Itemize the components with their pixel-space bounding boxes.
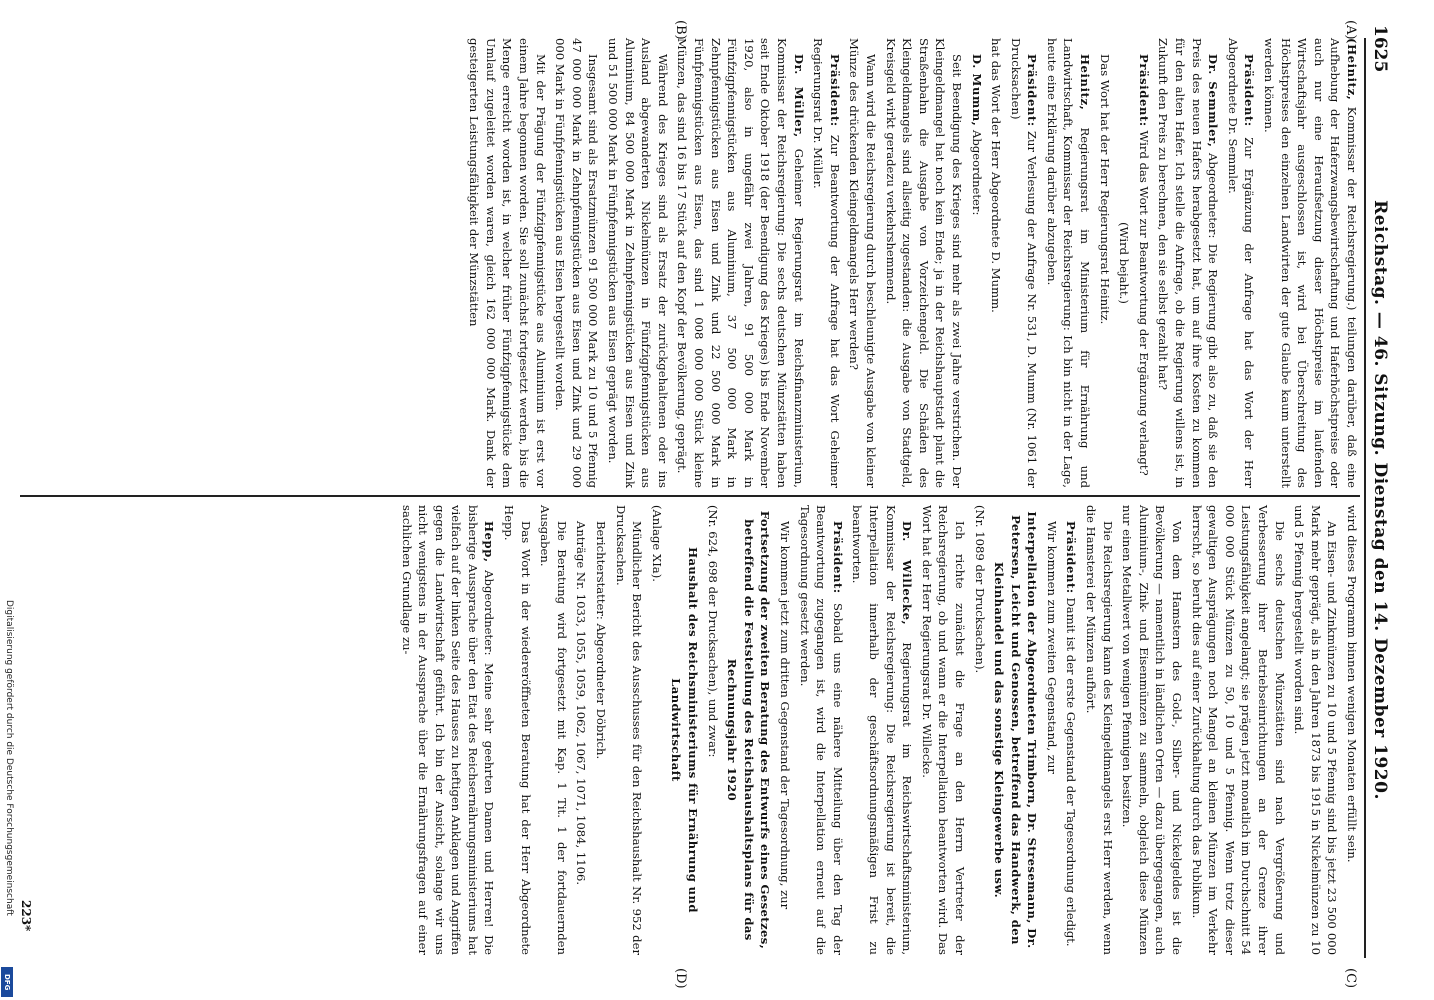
paragraph-text: Abgeordneter: Meine sehr geehrten Damen und Herren! Die bisherige Aussprache über den Etat des Reichsernährungsministeriums hat vielfach auf der linken Seite des Hauses zu heftigen Anklagen und Angriffen gegen die Landwirtschaft geführt. Ich bin der Ansicht, solange wir uns nicht wenigstens in der Aussprache über die Ernährungsfragen auf einer sachlichen Grundlage zu- bbox=[399, 505, 497, 955]
paragraph bbox=[537, 505, 570, 955]
paragraph bbox=[1135, 38, 1152, 488]
paragraph bbox=[1343, 505, 1360, 955]
paragraph-text: (Anlage XIa). bbox=[649, 505, 664, 582]
paragraph-text: Mit der Prägung der Fünfzigpfennigstücke aus Aluminium ist erst vor einem Jahre begonnen worden. Sie soll zunächst fortgesetzt werden, bis die Menge erreicht worden ist, in welcher früher Fünfzigpfennigstücke dem Umlauf zugeleitet worden waren, gleich 162 000 000 Mark. Dank der gesteigerten Leistungsfähigkeit der Münzstätten bbox=[467, 38, 548, 488]
left-column bbox=[463, 38, 1360, 488]
paragraph-text: Insgesamt sind als Ersatzmünzen 91 500 000 Mark zu 10 und 5 Pfennig 47 000 000 Mark in Zehnpfennigstücken aus Eisen und Zink und 29 000 000 Mark in Fünfpfennigstücken aus Eisen hergestellt worden. bbox=[553, 38, 601, 488]
digitization-note bbox=[0, 600, 14, 1000]
paragraph bbox=[674, 38, 807, 488]
page-title: Reichstag. — 46. Sitzung. Dienstag den 14. Dezember 1920. bbox=[1370, 200, 1390, 800]
paragraph bbox=[918, 505, 968, 955]
paragraph-text: Zur Verlesung der Anfrage Nr. 531, D. Mumm (Nr. 1061 der Drucksachen) bbox=[1008, 38, 1040, 489]
paragraph bbox=[1119, 505, 1185, 955]
paragraph bbox=[988, 38, 1005, 488]
speaker-name: Hepp, bbox=[482, 521, 497, 563]
speaker-name: Präsident: bbox=[1136, 54, 1151, 127]
paragraph-text: (Nr. 1089 der Drucksachen). bbox=[972, 505, 987, 674]
section-heading: Interpellation der Abgeordneten Trimborn, Dr. Stresemann, Dr. Petersen, Leicht und Genossen, betreffend das Handwerk, den Kleinhandel und das sonstige Kleingewerbe usw. bbox=[992, 511, 1040, 949]
margin-marker-a: (A) bbox=[1343, 20, 1358, 40]
paragraph-text: Während des Krieges sind als Ersatz der zurückgehaltenen oder ins Ausland abgewanderten Nickelmünzen in Fünfzigpfennigstücken aus Aluminium, 84 500 000 Mark in Zehnpfennigstücken aus Eisen und Zink und 51 500 000 Mark in Fünfpfennigstücken aus Eisen geprägt worden. bbox=[606, 38, 670, 488]
paragraph bbox=[604, 38, 670, 488]
paragraph bbox=[846, 38, 879, 488]
paragraph bbox=[573, 505, 590, 955]
paragraph-text: wird dieses Programm binnen wenigen Monaten erfüllt sein. bbox=[1345, 505, 1359, 863]
paragraph-text: Anträge Nr. 1033, 1055, 1059, 1062, 1067, 1071, 1084, 1106. bbox=[574, 521, 589, 886]
paragraph-text: Regierungsrat im Reichswirtschaftsministerium, Kommissar der Reichsregierung: Die Reichsregierung ist bereit, die Interpellation innerhalb der geschäftsordnungsmäßigen Frist zu beantworten. bbox=[850, 505, 915, 956]
paragraph bbox=[971, 505, 988, 955]
paragraph-text: Wir kommen jetzt zum dritten Gegenstand der Tagesordnung, zur bbox=[778, 521, 792, 910]
paragraph bbox=[1083, 505, 1116, 955]
paragraph-text: Mündlicher Bericht des Ausschusses für den Reichshaushalt Nr. 952 der Drucksachen. bbox=[613, 505, 645, 955]
paragraph-text: Sobald uns eine nähere Mitteilung über den Tag der Beantwortung zugegangen ist, wird die Interpellation erneut auf die Tagesordnung gesetzt werden. bbox=[797, 505, 845, 955]
header-rule bbox=[1364, 38, 1366, 958]
speaker-name: Präsident: bbox=[827, 54, 842, 127]
paragraph-text: Das Wort hat der Herr Regierungsrat Heinitz. bbox=[1097, 54, 1112, 325]
paragraph-text: Abgeordneter: bbox=[969, 130, 984, 216]
paragraph bbox=[501, 505, 534, 955]
paragraph-text: Zur Ergänzung der Anfrage hat das Wort der Herr Abgeordnete Dr. Semmler. bbox=[1225, 38, 1257, 488]
interjection: (Wird bejaht.) bbox=[1117, 222, 1132, 304]
paragraph bbox=[882, 38, 965, 488]
paragraph bbox=[1096, 38, 1113, 488]
margin-marker-d: (D) bbox=[673, 968, 688, 989]
newspaper-sheet bbox=[13, 0, 1408, 1000]
paragraph-text: Die Reichsregierung kann des Kleingeldmangels erst Herr werden, wenn die Hamsterei der Münzen aufhört. bbox=[1084, 505, 1115, 955]
paragraph-text: Von dem Hamstern des Gold-, Silber- und Nickelgeldes ist die Bevölkerung — namentlich in ländlichen Orten — dazu übergegangen, auch Aluminium-, Zink- und Eisenmünzen zu sammeln, obgleich diese Münzen nur einen Metallwert von wenigen Pfennigen besitzen. bbox=[1120, 505, 1185, 955]
paragraph-text: Geheimer Regierungsrat im Reichsfinanzministerium, Kommissar der Reichsregierung: Die sechs deutschen Münzstätten haben seit Ende Oktober 1918 (der Beendigung des Krieges) bis Ende November 1920, also in ungefähr zwei Jahren, 91 500 000 Mark in Fünfzigpfennigstücken aus Aluminium, 37 500 000 Mark in Zehnpfennigstücken aus Eisen und Zink und 22 500 000 Mark in Fünfpfennigstücken aus Eisen, das sind 1 008 000 000 Stück kleine Münzen, das sind 16 bis 17 Stück auf den Kopf der Bevölkerung, geprägt. bbox=[675, 38, 806, 488]
right-column bbox=[395, 505, 1360, 955]
page-header bbox=[1368, 10, 1408, 990]
paragraph bbox=[398, 505, 498, 955]
paragraph-text: Wird das Wort zur Beantwortung der Ergänzung verlangt? bbox=[1136, 130, 1151, 476]
paragraph bbox=[968, 38, 985, 488]
section-heading: Haushalt des Reichsministeriums für Ernährung und Landwirtschaft bbox=[669, 547, 701, 913]
paragraph bbox=[1007, 38, 1040, 488]
paragraph-text: Abgeordneter: Die Regierung gibt also zu, daß sie den Preis des neuen Hafers herabgesetzt hat, um auf ihre Kosten zu kommen für den alten Hafer. Ich stelle die Anfrage, ob die Regierung willens ist, in Zukunft den Preis zu berechnen, den sie selbst gezahlt hat? bbox=[1156, 38, 1221, 488]
speaker-name: Dr. Semmler, bbox=[1206, 54, 1221, 148]
section-heading: Fortsetzung der zweiten Beratung des Entwurfs eines Gesetzes, betreffend die Feststellung des Reichshaushaltsplans für das Rechnungsjahr 1920 bbox=[725, 510, 773, 950]
margin-marker-b: (B) bbox=[673, 20, 688, 40]
speaker-name: Präsident: bbox=[830, 521, 845, 594]
paragraph bbox=[1063, 505, 1080, 955]
speaker-name: Präsident: bbox=[1064, 521, 1079, 594]
paragraph bbox=[1188, 505, 1288, 955]
paragraph bbox=[1260, 38, 1360, 488]
paragraph bbox=[592, 505, 609, 955]
page-number: 1625 bbox=[1370, 25, 1390, 73]
speaker-name: Dr. Müller, bbox=[791, 54, 806, 138]
paragraph bbox=[612, 505, 645, 955]
paragraph bbox=[1043, 505, 1060, 955]
speaker-name: D. Mumm, bbox=[969, 54, 984, 127]
column-divider bbox=[20, 495, 1360, 497]
paragraph-text: Das Wort in der wiedereröffneten Beratung hat der Herr Abgeordnete Hepp. bbox=[502, 505, 533, 955]
speaker-name: Präsident: bbox=[1242, 54, 1257, 127]
paragraph bbox=[1155, 38, 1221, 488]
paragraph-text: Ich richte zunächst die Frage an den Herrn Vertreter der Reichsregierung, ob und wann er die Interpellation beantworten wird. Das Wort hat der Herr Regierungsrat Dr. Willecke. bbox=[919, 505, 967, 955]
speaker-name: Dr. Willecke, bbox=[900, 521, 915, 626]
paragraph-text: Berichterstatter: Abgeordneter Döbrich. bbox=[594, 521, 609, 760]
speaker-name: Präsident: bbox=[1025, 54, 1040, 127]
paragraph-text: An Eisen- und Zinkmünzen zu 10 und 5 Pfennig sind bis jetzt 23 500 000 Mark mehr geprägt, als in den Jahren 1873 bis 1915 in Nickelmünzen zu 10 und 5 Pfennig hergestellt worden sind. bbox=[1292, 505, 1340, 955]
paragraph-text: Wir kommen zum zweiten Gegenstand, zur bbox=[1044, 521, 1059, 774]
paragraph bbox=[1043, 38, 1093, 488]
paragraph-text: Die Beratung wird fortgesetzt mit Kap. 1 Tit. 1 der fortdauernden Ausgaben. bbox=[538, 505, 569, 955]
paragraph bbox=[1224, 38, 1257, 488]
paragraph-text: (Nr. 624, 698 der Drucksachen), und zwar: bbox=[705, 505, 720, 758]
paragraph-text: Seit Beendigung des Krieges sind mehr als zwei Jahre verstrichen. Der Kleingeldmangel hat noch kein Ende; ja in der Reichshauptstadt plant die Straßenbahn die Ausgabe von Vorzeichengeld. Die Schäden des Kleingeldmangels sind allseitig zugestanden: die Ausgabe von Stadtgeld, Kreisgeld wirkt geradezu verkehrshemmend. bbox=[883, 38, 964, 488]
dfg-logo: DFG bbox=[1, 967, 13, 997]
margin-marker-c: (C) bbox=[1343, 968, 1358, 989]
paragraph-text: hat das Wort der Herr Abgeordnete D. Mumm. bbox=[989, 38, 1004, 313]
paragraph bbox=[704, 505, 721, 955]
paragraph bbox=[810, 38, 843, 488]
paragraph-text: Die sechs deutschen Münzstätten sind nach Vergrößerung und Verbesserung ihrer Betriebseinrichtungen an der Grenze ihrer Leistungsfähigkeit angelangt; sie prägen jetzt monatlich im Durchschnitt 54 000 000 Stück Münzen zu 50, 10 und 5 Pfennig. Wenn trotz dieser gewaltigen Ausprägungen noch Mangel an kleinen Münzen im Verkehr herrscht, so beruht dies auf einer Zurückhaltung durch das Publikum. bbox=[1189, 505, 1287, 955]
speaker-name: Heinitz, bbox=[1078, 54, 1093, 111]
paragraph bbox=[796, 505, 846, 955]
page-signature: 223* bbox=[19, 900, 33, 932]
paragraph-text: Zur Beantwortung der Anfrage hat das Wort Geheimer Regierungsrat Dr. Müller. bbox=[811, 38, 842, 488]
paragraph bbox=[466, 38, 549, 488]
paragraph bbox=[849, 505, 915, 955]
paragraph-text: Regierungsrat im Ministerium für Ernährung und Landwirtschaft, Kommissar der Reichsregierung: Ich bin nicht in der Lage, heute eine Erklärung darüber abzugeben. bbox=[1044, 38, 1093, 489]
paragraph bbox=[1291, 505, 1341, 955]
paragraph-text: Wann wird die Reichsregierung durch beschleunigte Ausgabe von kleiner Münze des drückenden Kleingeldmangels Herr werden? bbox=[847, 38, 878, 488]
digitization-note-text: Digitalisierung gefördert durch die Deutsche Forschungsgemeinschaft bbox=[4, 600, 14, 916]
paragraph-text: Damit ist der erste Gegenstand der Tagesordnung erledigt. bbox=[1064, 597, 1079, 947]
paragraph bbox=[776, 505, 793, 955]
paragraph bbox=[648, 505, 665, 955]
paragraph-text: Kommissar der Reichsregierung.) teilungen darüber, daß eine Aufhebung der Haferzwangsbewirtschaftung und Haferhöchstpreise oder auch nur eine Heraufsetzung dieser Höchstpreise im laufenden Wirtschaftsjahr ausgeschlossen ist, wird bei Überschreitung des Höchstpreises den einzelnen Landwirten der gute Glaube kaum unterstellt werden können. bbox=[1262, 38, 1359, 488]
speaker-name: (Heinitz, bbox=[1345, 38, 1359, 101]
paragraph bbox=[552, 38, 602, 488]
